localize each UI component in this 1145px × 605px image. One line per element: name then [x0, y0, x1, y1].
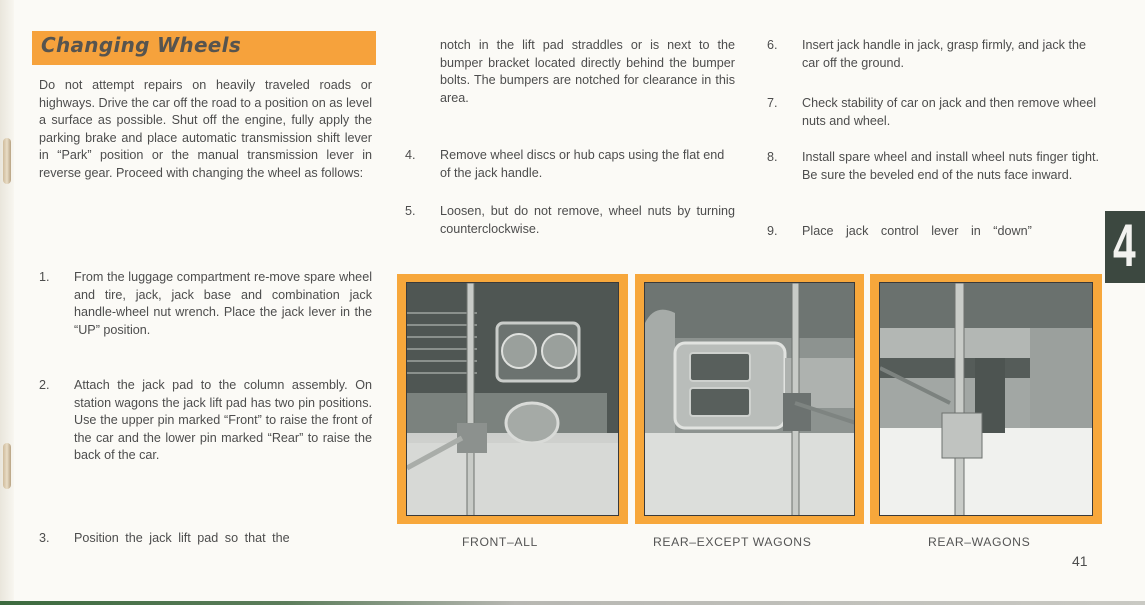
step-text: Check stability of car on jack and then remove wheel nuts and wheel. — [802, 96, 1097, 128]
step-number: 7. — [767, 96, 778, 110]
bottom-edge — [0, 601, 1145, 605]
photo-rear-except-wagons — [635, 274, 864, 524]
photo-caption: REAR–EXCEPT WAGONS — [653, 535, 812, 549]
step-text: notch in the lift pad straddles or is next to the bumper bracket located directly behind the bumper bolts. The bumpers are notched for clearance in this area. — [440, 38, 735, 105]
rear-bumper-jack-illustration — [645, 283, 855, 516]
step-number: 6. — [767, 38, 778, 52]
chapter-number: 4 — [1113, 212, 1136, 279]
step-number: 3. — [39, 531, 50, 545]
step-text: Attach the jack pad to the column assembly. On station wagons the jack lift pad has two pin positions. Use the upper pin marked “Front” to raise the front of the car and the lower pin marked “Rear” to raise the back of the car. — [74, 378, 372, 463]
photo-rear-wagons — [870, 274, 1102, 524]
intro-paragraph — [39, 77, 372, 183]
photo-image — [879, 282, 1093, 516]
intro-text: Do not attempt repairs on heavily traveled roads or highways. Drive the car off the road to a position on as level a surface as possible. Shut off the engine, fully apply the parking brake and place automatic transmission shift lever in “Park” position or the manual transmission lever in reverse gear. Proceed with changing the wheel as follows: — [39, 78, 372, 180]
photo-caption: REAR–WAGONS — [928, 535, 1031, 549]
step-number: 1. — [39, 270, 50, 284]
front-bumper-jack-illustration — [407, 283, 619, 516]
chapter-tab — [1105, 211, 1145, 283]
wagon-rear-jack-illustration — [880, 283, 1093, 516]
step-number: 4. — [405, 148, 416, 162]
step-text: From the luggage compartment re-move spare wheel and tire, jack, jack base and combination jack handle-wheel nut wrench. Place the jack lever in the “UP” position. — [74, 270, 372, 337]
photo-front-all — [397, 274, 628, 524]
binding-ring — [3, 138, 11, 184]
page-number: 41 — [1072, 553, 1088, 569]
step-text: Loosen, but do not remove, wheel nuts by turning counterclockwise. — [440, 204, 735, 236]
step-text: Position the jack lift pad so that the — [74, 531, 290, 545]
step-text: Remove wheel discs or hub caps using the flat end of the jack handle. — [440, 148, 725, 180]
photo-image — [644, 282, 855, 516]
binding-ring — [3, 443, 11, 489]
binding-edge — [0, 0, 14, 605]
step-number: 2. — [39, 378, 50, 392]
step-number: 8. — [767, 150, 778, 164]
step-text: Insert jack handle in jack, grasp firmly, and jack the car off the ground. — [802, 38, 1086, 70]
step-number: 5. — [405, 204, 416, 218]
step-text: Install spare wheel and install wheel nuts finger tight. Be sure the beveled end of the nuts face inward. — [802, 150, 1099, 182]
photo-image — [406, 282, 619, 516]
step-number: 9. — [767, 224, 778, 238]
page-title: Changing Wheels — [41, 33, 242, 57]
photo-caption: FRONT–ALL — [462, 535, 538, 549]
step-text: Place jack control lever in “down” — [802, 224, 1032, 238]
